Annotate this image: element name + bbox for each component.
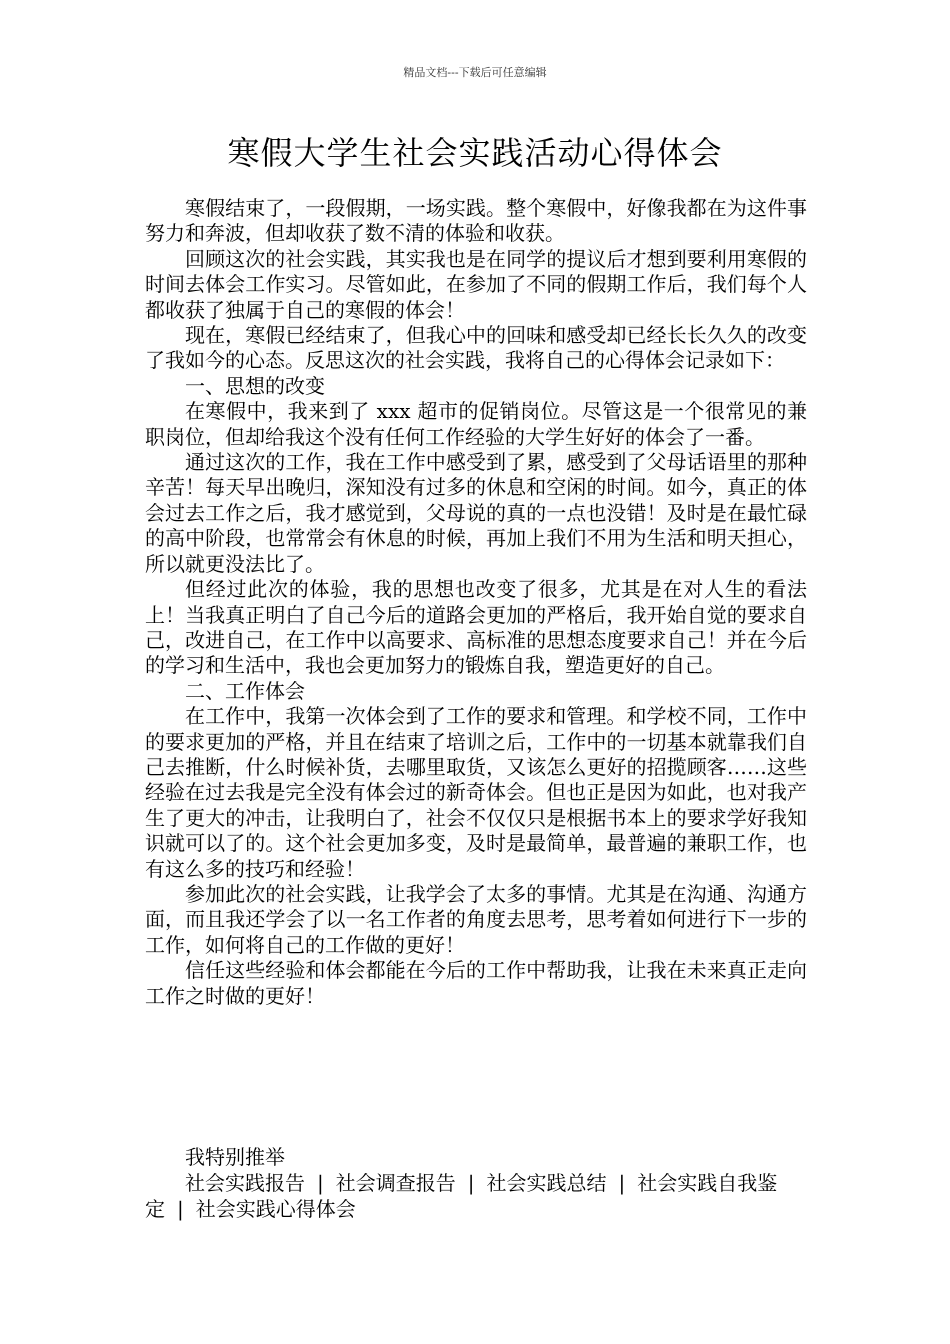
paragraph: 现在，寒假已经结束了，但我心中的回味和感受却已经长长久久的改变了我如今的心态。反思这次的社会实践，我将自己的心得体会记录如下： xyxy=(145,323,807,373)
document-body xyxy=(145,196,807,1009)
paragraph: 回顾这次的社会实践，其实我也是在同学的提议后才想到要利用寒假的时间去体会工作实习。尽管如此，在参加了不同的假期工作后，我们每个人都收获了独属于自己的寒假的体会！ xyxy=(145,246,807,322)
link-social-survey-report[interactable]: 社会调查报告 xyxy=(335,1171,456,1195)
paragraph: 在寒假中，我来到了 xxx 超市的促销岗位。尽管这是一个很常见的兼职岗位，但却给我这个没有任何工作经验的大学生好好的体会了一番。 xyxy=(145,399,807,449)
paragraph: 寒假结束了，一段假期，一场实践。整个寒假中，好像我都在为这件事努力和奔波，但却收获了数不清的体验和收获。 xyxy=(145,196,807,246)
link-separator: | xyxy=(177,1197,184,1221)
paragraph: 但经过此次的体验，我的思想也改变了很多，尤其是在对人生的看法上！当我真正明白了自己今后的道路会更加的严格后，我开始自觉的要求自己，改进自己，在工作中以高要求、高标准的思想态度要求自己！并在今后的学习和生活中，我也会更加努力的锻炼自我，塑造更好的自己。 xyxy=(145,577,807,678)
recommend-links xyxy=(145,1170,807,1222)
link-social-practice-self-appraisal[interactable]: 社会实践自我鉴定 xyxy=(145,1171,778,1221)
link-separator: | xyxy=(317,1171,324,1195)
page-header-note: 精品文档---下载后可任意编辑 xyxy=(403,66,547,79)
paragraph: 参加此次的社会实践，让我学会了太多的事情。尤其是在沟通、沟通方面，而且我还学会了以一名工作者的角度去思考，思考着如何进行下一步的工作，如何将自己的工作做的更好！ xyxy=(145,881,807,957)
section-heading-work-experience: 二、工作体会 xyxy=(185,678,305,703)
recommend-lead: 我特别推举 xyxy=(185,1145,285,1169)
link-social-practice-report[interactable]: 社会实践报告 xyxy=(185,1171,305,1195)
paragraph: 信任这些经验和体会都能在今后的工作中帮助我，让我在未来真正走向工作之时做的更好！ xyxy=(145,958,807,1008)
link-separator: | xyxy=(618,1171,626,1195)
paragraph: 在工作中，我第一次体会到了工作的要求和管理。和学校不同，工作中的要求更加的严格，并且在结束了培训之后，工作中的一切基本就靠我们自己去推断，什么时候补货，去哪里取货，又该怎么更好的招揽顾客……这些经验在过去我是完全没有体会过的新奇体会。但也正是因为如此，也对我产生了更大的冲击，让我明白了，社会不仅仅只是根据书本上的要求学好我知识就可以了的。这个社会更加多变，及时是最简单，最普遍的兼职工作，也有这么多的技巧和经验！ xyxy=(145,704,807,881)
link-social-practice-summary[interactable]: 社会实践总结 xyxy=(486,1171,607,1195)
link-social-practice-reflections[interactable]: 社会实践心得体会 xyxy=(195,1197,356,1221)
paragraph: 通过这次的工作，我在工作中感受到了累，感受到了父母话语里的那种辛苦！每天早出晚归，深知没有过多的休息和空闲的时间。如今，真正的体会过去工作之后，我才感觉到，父母说的真的一点也没错！及时是在最忙碌的高中阶段，也常常会有休息的时候，再加上我们不用为生活和明天担心，所以就更没法比了。 xyxy=(145,450,807,576)
link-separator: | xyxy=(467,1171,475,1195)
section-heading-thought-change: 一、思想的改变 xyxy=(185,373,325,398)
recommend-section xyxy=(145,1144,807,1222)
document-title: 寒假大学生社会实践活动心得体会 xyxy=(227,134,723,172)
